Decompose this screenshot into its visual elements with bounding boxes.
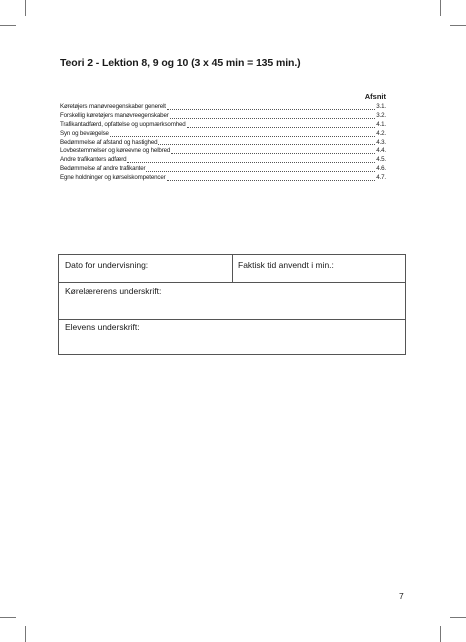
toc-row — [60, 103, 386, 112]
toc-row — [60, 165, 386, 174]
section-column-header: Afsnit — [364, 92, 386, 101]
page-title: Teori 2 - Lektion 8, 9 og 10 (3 x 45 min = 135 min.) — [60, 57, 301, 69]
toc-section-number: 4.1. — [376, 120, 386, 128]
toc-section-number: 3.2. — [376, 111, 386, 119]
dot-leader — [127, 156, 375, 163]
time-used-field[interactable]: Faktisk tid anvendt i min.: — [238, 260, 334, 270]
toc-section-number: 4.5. — [376, 156, 386, 164]
dot-leader — [167, 174, 376, 181]
cell-divider — [232, 255, 233, 282]
dot-leader — [158, 138, 375, 145]
toc-label: Andre trafikanters adfærd — [60, 156, 127, 164]
toc-section-number: 4.6. — [376, 165, 386, 173]
table-of-contents — [60, 103, 386, 183]
crop-mark — [450, 617, 466, 618]
dot-leader — [171, 147, 375, 154]
dot-leader — [167, 103, 375, 110]
toc-row — [60, 112, 386, 121]
toc-row — [60, 121, 386, 130]
crop-mark — [440, 0, 441, 16]
toc-section-number: 4.2. — [376, 129, 386, 137]
toc-label: Lovbestemmelser og køreevne og helbred — [60, 147, 171, 155]
dot-leader — [146, 165, 375, 172]
date-field[interactable]: Dato for undervisning: — [65, 260, 149, 270]
toc-row — [60, 139, 386, 148]
toc-section-number: 4.4. — [376, 147, 386, 155]
crop-mark — [440, 626, 441, 642]
toc-section-number: 4.7. — [376, 174, 386, 182]
dot-leader — [170, 112, 376, 119]
crop-mark — [25, 0, 26, 16]
signature-form — [58, 254, 406, 355]
toc-label: Bedømmelse af afstand og hastighed — [60, 138, 158, 146]
toc-row — [60, 130, 386, 139]
form-row-date-time — [59, 255, 405, 283]
form-row-student — [59, 319, 405, 354]
instructor-signature-field[interactable]: Kørelærerens underskrift: — [65, 286, 162, 296]
crop-mark — [0, 617, 16, 618]
crop-mark — [25, 626, 26, 642]
toc-label: Egne holdninger og kørselskompetencer — [60, 174, 166, 182]
toc-label: Køretøjers manøvreegenskaber generelt — [60, 103, 166, 110]
toc-label: Syn og bevægelse — [60, 129, 109, 137]
form-row-instructor — [59, 282, 405, 320]
dot-leader — [110, 130, 375, 137]
toc-row — [60, 156, 386, 165]
toc-row — [60, 174, 386, 183]
page-number: 7 — [399, 591, 404, 601]
student-signature-field[interactable]: Elevens underskrift: — [65, 322, 140, 332]
toc-section-number: 3.1. — [376, 103, 386, 110]
crop-mark — [0, 25, 16, 26]
toc-label: Trafikantadfærd, opfattelse og uopmærksomhed — [60, 120, 186, 128]
dot-leader — [187, 121, 376, 128]
toc-label: Forskellig køretøjers manøvreegenskaber — [60, 111, 169, 119]
crop-mark — [450, 25, 466, 26]
toc-row — [60, 147, 386, 156]
toc-section-number: 4.3. — [376, 138, 386, 146]
toc-label: Bedømmelse af andre trafikanter — [60, 165, 146, 173]
